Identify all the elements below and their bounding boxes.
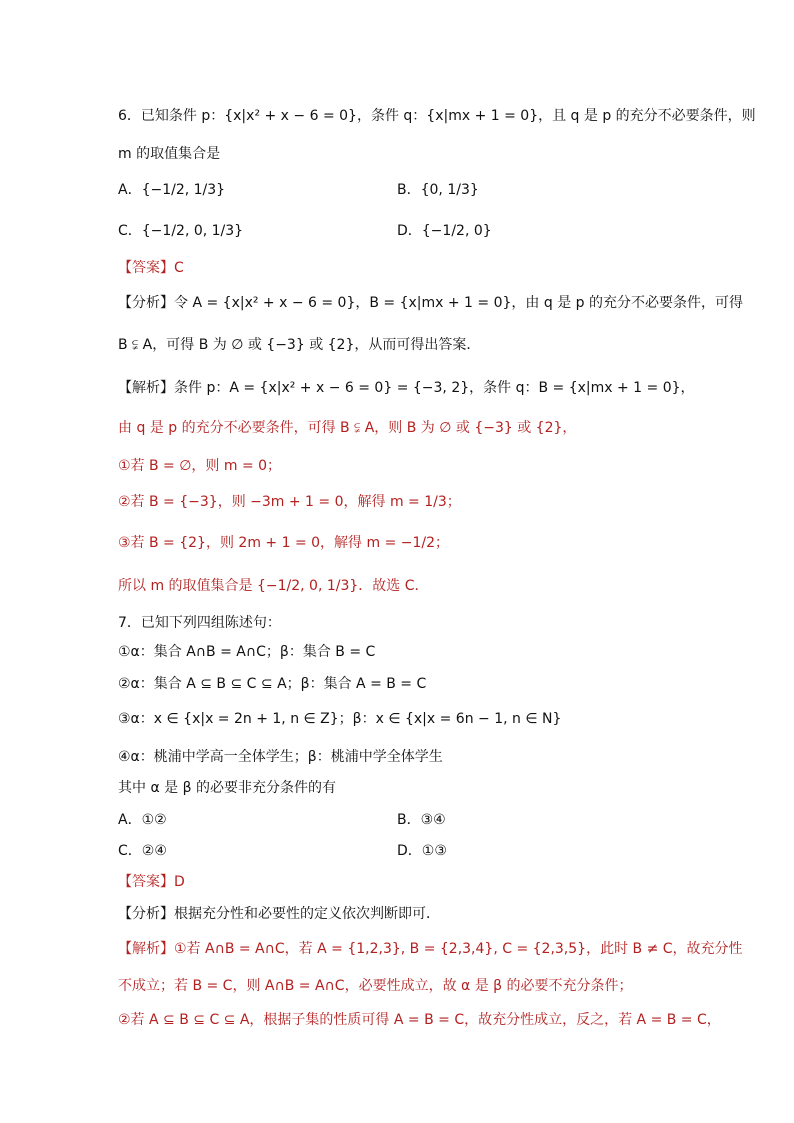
q7-statement-1: ①α：集合 A∩B = A∩C；β：集合 B = C (118, 644, 376, 660)
q7-option-b: B．③④ (397, 812, 446, 828)
q6-solution-line2: 由 q 是 p 的充分不必要条件，可得 B ⫋ A，则 B 为 ∅ 或 {−3} 或 {2}， (118, 420, 577, 436)
q6-conclusion: 所以 m 的取值集合是 {−1/2, 0, 1/3}．故选 C． (118, 578, 429, 594)
q6-solution-line1: 【解析】条件 p：A = {x|x² + x − 6 = 0} = {−3, 2}，条件 q：B = {x|mx + 1 = 0}， (118, 380, 695, 396)
q7-statement-2: ②α：集合 A ⊆ B ⊆ C ⊆ A；β：集合 A = B = C (118, 676, 427, 692)
q7-option-d: D．①③ (397, 843, 447, 859)
q7-option-a: A．①② (118, 812, 167, 828)
q6-option-a: A．{−1/2, 1/3} (118, 182, 226, 198)
q7-solution-line3: ②若 A ⊆ B ⊆ C ⊆ A，根据子集的性质可得 A = B = C，故充分性成立，反之，若 A = B = C， (118, 1012, 721, 1028)
q7-question: 其中 α 是 β 的必要非充分条件的有 (118, 780, 336, 796)
q7-statement-4: ④α：桃浦中学高一全体学生；β：桃浦中学全体学生 (118, 749, 443, 765)
q7-option-c: C．②④ (118, 843, 167, 859)
q7-statement-3: ③α：x ∈ {x|x = 2n + 1, n ∈ Z}；β：x ∈ {x|x = 6n − 1, n ∈ N} (118, 711, 562, 727)
q7-stem: 7．已知下列四组陈述句： (118, 615, 281, 631)
q7-solution-line2: 不成立；若 B = C，则 A∩B = A∩C，必要性成立，故 α 是 β 的必要不充分条件； (118, 978, 633, 994)
q6-stem-line2: m 的取值集合是 (118, 146, 221, 162)
q7-analysis: 【分析】根据充分性和必要性的定义依次判断即可． (118, 906, 440, 922)
q6-case-1: ①若 B = ∅，则 m = 0； (118, 458, 282, 474)
q7-solution-line1: 【解析】①若 A∩B = A∩C，若 A = {1,2,3}, B = {2,3,4}, C = {2,3,5}，此时 B ≠ C，故充分性 (118, 941, 743, 957)
q6-option-d: D．{−1/2, 0} (397, 223, 492, 239)
q6-stem-line1: 6．已知条件 p：{x|x² + x − 6 = 0}，条件 q：{x|mx + 1 = 0}，且 q 是 p 的充分不必要条件，则 (118, 108, 756, 124)
q6-analysis-line1: 【分析】令 A = {x|x² + x − 6 = 0}，B = {x|mx + 1 = 0}，由 q 是 p 的充分不必要条件，可得 (118, 295, 743, 311)
q6-answer: 【答案】C (118, 260, 184, 276)
q6-option-c: C．{−1/2, 0, 1/3} (118, 223, 244, 239)
q6-analysis-line2: B ⫋ A，可得 B 为 ∅ 或 {−3} 或 {2}，从而可得出答案． (118, 337, 481, 353)
q6-option-b: B．{0, 1/3} (397, 182, 479, 198)
q7-answer: 【答案】D (118, 874, 185, 890)
q6-case-3: ③若 B = {2}，则 2m + 1 = 0，解得 m = −1/2； (118, 535, 450, 551)
q6-case-2: ②若 B = {−3}，则 −3m + 1 = 0，解得 m = 1/3； (118, 494, 461, 510)
